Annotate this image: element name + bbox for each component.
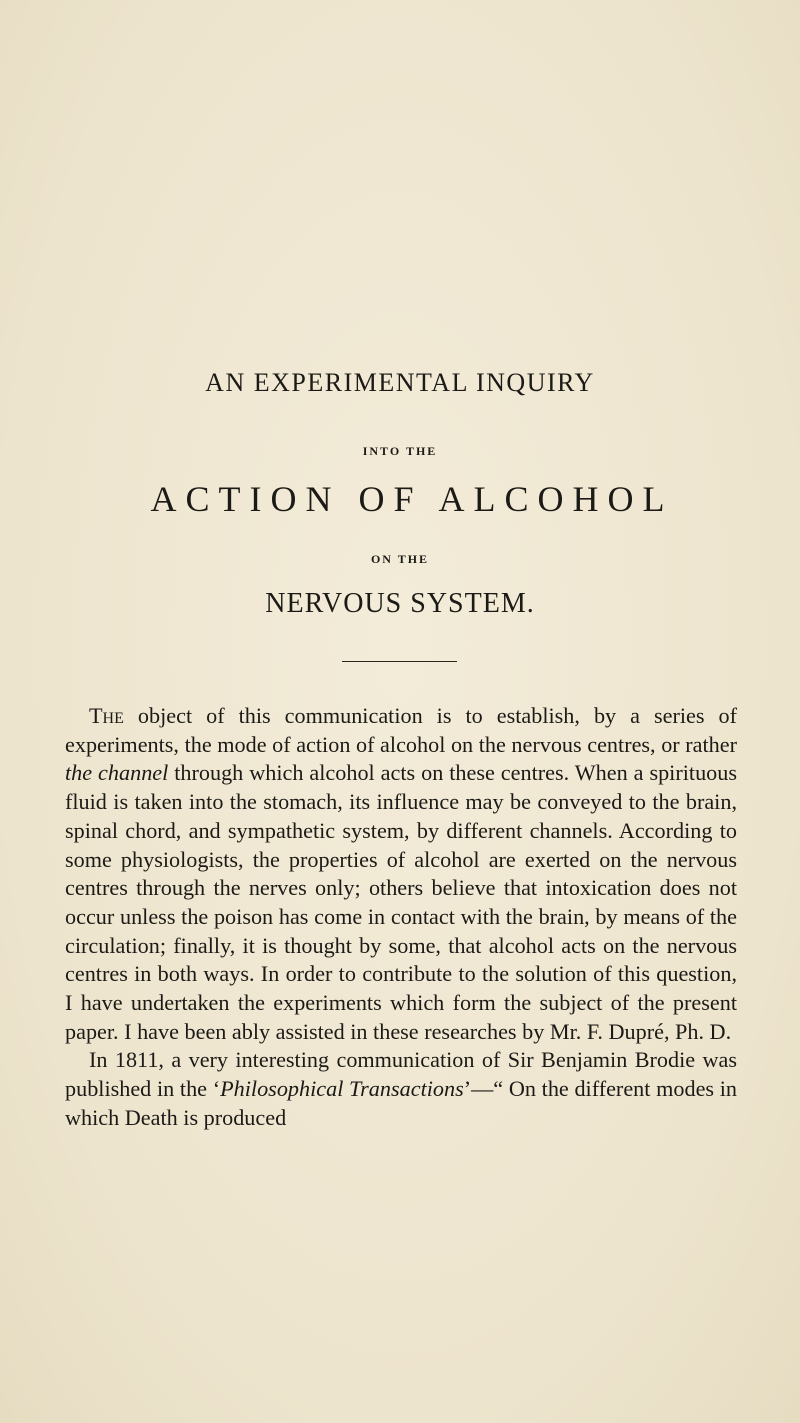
paragraph-2 [65, 1046, 737, 1132]
divider-rule [342, 661, 457, 662]
body-text [65, 702, 737, 1133]
title-line-4: ON THE [370, 552, 430, 566]
paragraph-2-text-b: ’—“ On the different modes in which Death is produced [65, 1076, 737, 1130]
title-line-5: NERVOUS SYSTEM. [265, 588, 535, 619]
paragraph-1-emphasis: the channel [65, 760, 169, 786]
paragraph-2-journal-title: Philosophical Transactions [220, 1076, 464, 1102]
title-line-1: AN EXPERIMENTAL INQUIRY [205, 368, 595, 397]
paragraph-2-text-a: In 1811, a very interesting communication of Sir Benjamin Brodie was published in the ‘ [65, 1047, 737, 1102]
paragraph-1-text-a: object of this communication is to establish, by a series of experiments, the mode of action of alcohol on the nervous centres, or rather [65, 703, 737, 757]
title-line-3: ACTION OF ALCOHOL [150, 479, 674, 519]
paragraph-1-lead-word: The [89, 703, 124, 728]
title-line-2: INTO THE [362, 444, 438, 458]
paragraph-1-text-b: through which alcohol acts on these centres. When a spirituous fluid is taken into the stomach, its influence may be conveyed to the brain, spinal chord, and sympathetic system, by different channels. According to some physiologists, the properties of alcohol are exerted on the nervous centres through the nerves only; others believe that intoxication does not occur unless the poison has come in contact with the brain, by means of the circulation; finally, it is thought by some, that alcohol acts on the nervous centres in both ways. In order to contribute to the solution of this question, I have undertaken the experiments which form the subject of the present paper. I have been ably assisted in these researches by Mr. F. Dupré, Ph. D. [65, 760, 737, 1044]
paragraph-1 [65, 702, 737, 1046]
